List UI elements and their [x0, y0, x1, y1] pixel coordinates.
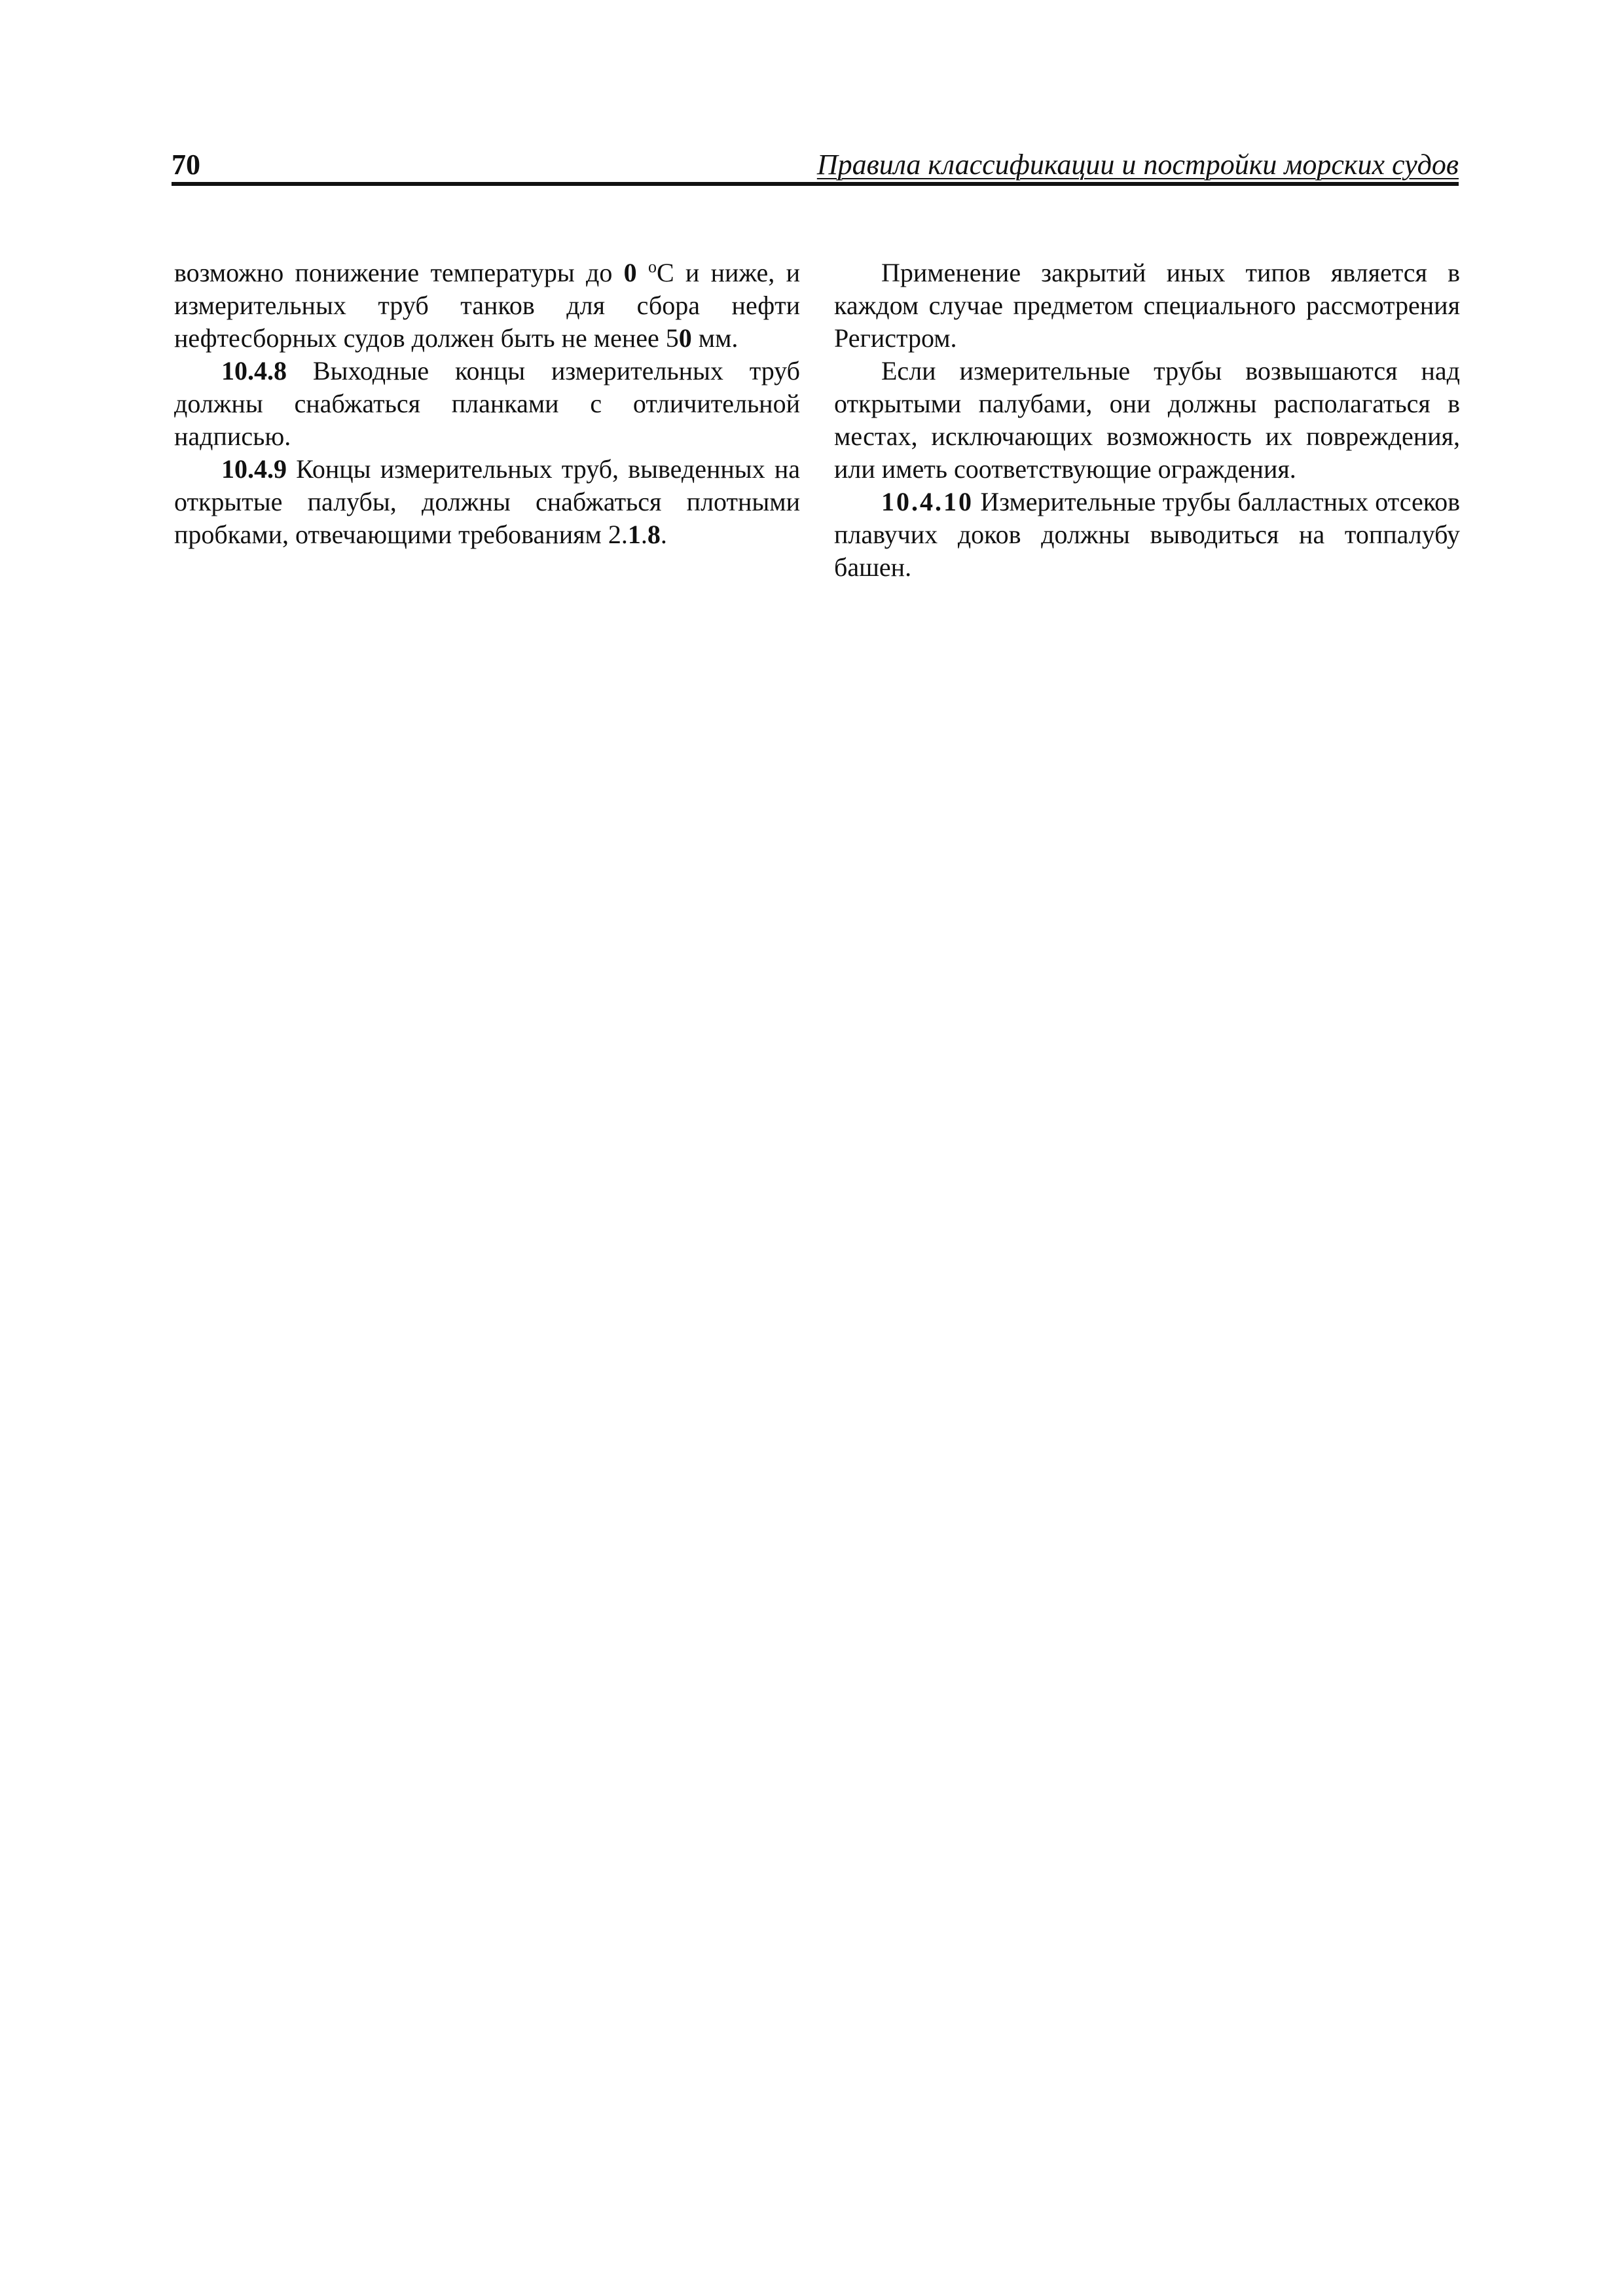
- paragraph-text: Измерительные трубы балластных отсеков плавучих доков должны выводиться на топпалубу башен.: [834, 487, 1460, 582]
- left-column: [174, 257, 800, 551]
- paragraph-text: С и ниже, и измерительных труб танков для сбора нефти нефтесборных судов должен быть не менее 5: [174, 258, 800, 353]
- clause-number: 10.4.9: [221, 454, 287, 484]
- paragraph-pipes-above-deck: [834, 355, 1460, 486]
- paragraph-closures: [834, 257, 1460, 355]
- right-column: [834, 257, 1460, 584]
- page-number: 70: [172, 149, 200, 181]
- paragraph-text: Выходные концы измерительных труб должны снабжаться планками с отличительной надписью.: [174, 356, 800, 451]
- paragraph-10-4-8: [174, 355, 800, 453]
- paragraph-text: Концы измерительных труб, выведенных на открытые палубы, должны снабжаться плотными пробками, отвечающими требованиям 2.: [174, 454, 800, 549]
- clause-number: 10.4.10: [881, 487, 974, 516]
- running-title: Правила классификации и постройки морских судов: [816, 149, 1459, 181]
- bold-value: 0: [623, 258, 637, 287]
- paragraph-text: Применение закрытий иных типов является в каждом случае предметом специального рассмотрения Регистром.: [834, 258, 1460, 353]
- paragraph-text: возможно понижение температуры до: [174, 258, 624, 287]
- bold-value: 0: [678, 323, 692, 353]
- paragraph-text: .: [640, 520, 647, 549]
- clause-number: 10.4.8: [221, 356, 287, 386]
- bold-value: 8: [647, 520, 661, 549]
- paragraph-text: мм.: [691, 323, 739, 353]
- paragraph-text: .: [660, 520, 667, 549]
- paragraph-10-4-9: [174, 453, 800, 551]
- running-header: [172, 143, 1459, 186]
- bold-value: 1: [627, 520, 641, 549]
- degree-superscript: o: [647, 257, 657, 276]
- paragraph-text: Если измерительные трубы возвышаются над открытыми палубами, они должны располагаться в местах, исключающих возможность их повреждения, или иметь соответствующие ограждения.: [834, 356, 1460, 484]
- paragraph-continuation: [174, 257, 800, 355]
- paragraph-10-4-10: [834, 486, 1460, 584]
